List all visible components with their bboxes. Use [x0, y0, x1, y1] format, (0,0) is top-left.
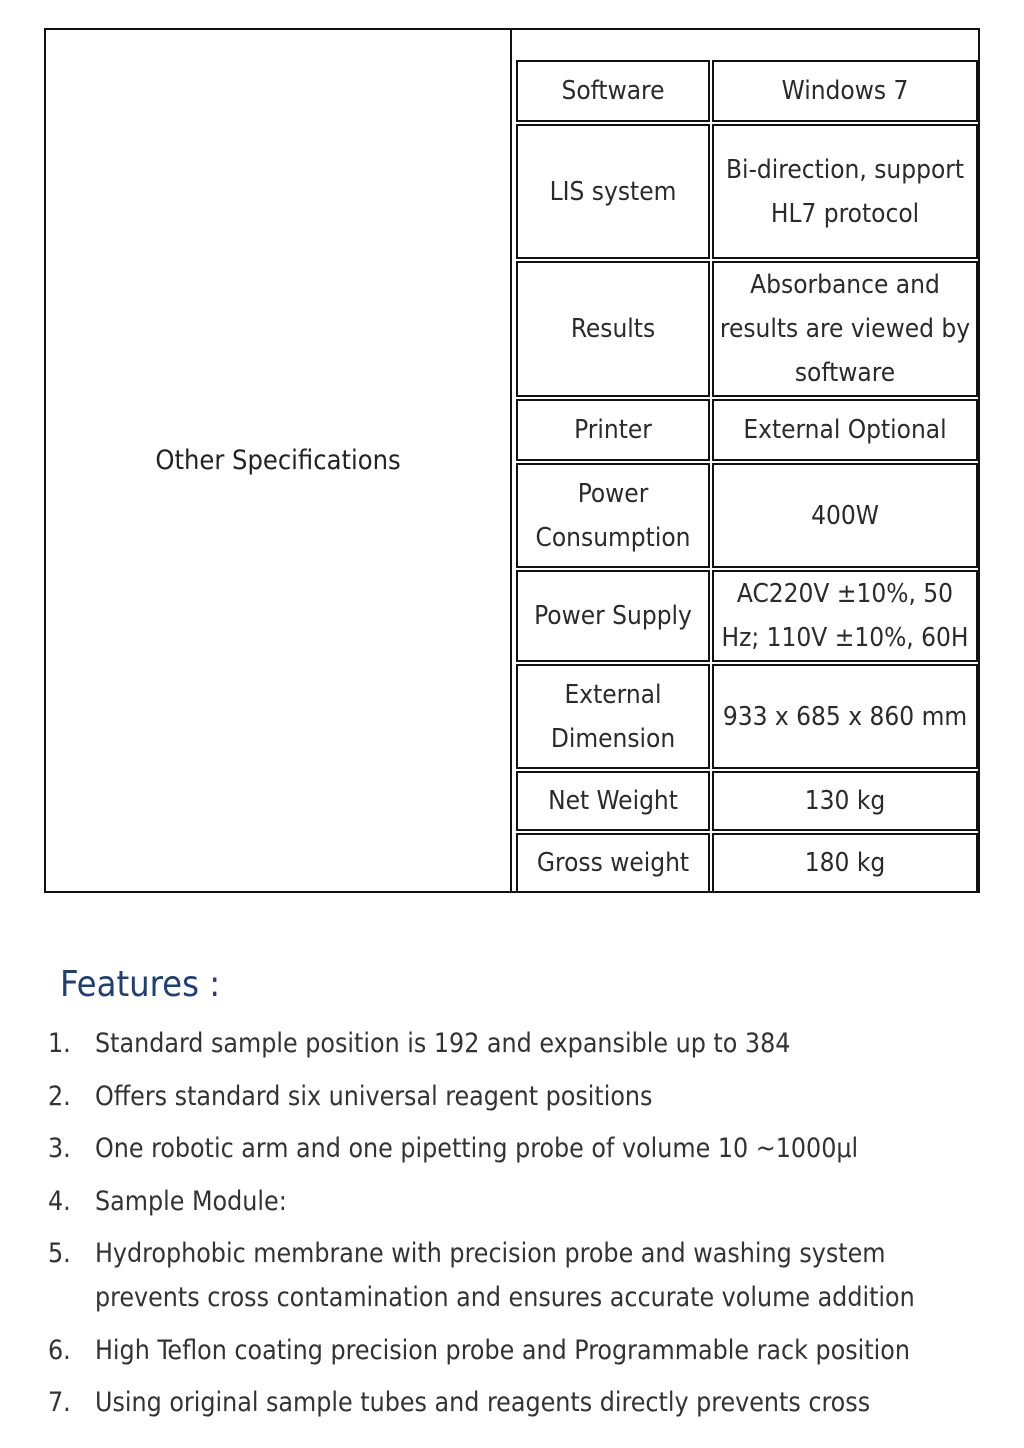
list-item [40, 1127, 970, 1171]
spec-label: External Dimension [516, 664, 710, 769]
list-item [40, 1329, 970, 1373]
list-item-number: 2. [48, 1080, 71, 1112]
list-item-text: Standard sample position is 192 and expansible up to 384 [95, 1028, 791, 1059]
spec-value: 933 x 685 x 860 mm [712, 664, 978, 769]
list-item [40, 1075, 970, 1119]
spec-value: 130 kg [712, 771, 978, 831]
spec-row [516, 833, 978, 893]
list-item-text: Using original sample tubes and reagents directly prevents cross [95, 1387, 871, 1418]
spec-value: 180 kg [712, 833, 978, 893]
features-list [40, 1022, 970, 1434]
group-label-cell [46, 30, 512, 891]
spec-row [516, 463, 978, 568]
spec-value: Windows 7 [712, 60, 978, 122]
spec-label: Net Weight [516, 771, 710, 831]
spec-row [516, 399, 978, 461]
spec-table-frame [44, 28, 980, 893]
list-item [40, 1022, 970, 1066]
features-heading: Features : [60, 964, 221, 1005]
list-item [40, 1232, 970, 1320]
spec-value: AC220V ±10%, 50 Hz; 110V ±10%, 60H [712, 570, 978, 662]
list-item-number: 6. [48, 1334, 71, 1366]
spec-subtable [514, 58, 980, 895]
spec-label: Power Consumption [516, 463, 710, 568]
list-item [40, 1381, 970, 1425]
list-item-text: High Teflon coating precision probe and Programmable rack position [95, 1334, 910, 1366]
spec-value: External Optional [712, 399, 978, 461]
spec-label: Gross weight [516, 833, 710, 893]
list-item-number: 3. [48, 1133, 71, 1164]
list-item-text: One robotic arm and one pipetting probe of volume 10 ~1000µl [95, 1133, 859, 1164]
spec-label: Results [516, 261, 710, 397]
spec-label: Power Supply [516, 570, 710, 662]
spec-value: Absorbance and results are viewed by software [712, 261, 978, 397]
spec-row [516, 771, 978, 831]
spec-row [516, 570, 978, 662]
spec-label: LIS system [516, 124, 710, 259]
list-item-number: 7. [48, 1387, 71, 1418]
spec-row [516, 261, 978, 397]
list-item [40, 1180, 970, 1224]
spec-value: Bi-direction, support HL7 protocol [712, 124, 978, 259]
list-item-number: 1. [48, 1028, 71, 1059]
spec-value: 400W [712, 463, 978, 568]
spec-label: Printer [516, 399, 710, 461]
spec-row [516, 664, 978, 769]
list-item-text: Offers standard six universal reagent positions [95, 1080, 653, 1112]
spec-row [516, 124, 978, 259]
list-item-number: 5. [48, 1238, 71, 1269]
spec-row [516, 60, 978, 122]
list-item-text: Sample Module: [95, 1185, 287, 1217]
list-item-number: 4. [48, 1185, 71, 1217]
spec-label: Software [516, 60, 710, 122]
list-item-text: Hydrophobic membrane with precision probe and washing system prevents cross contamination and ensures accurate volume addition [95, 1238, 915, 1313]
group-label: Other Specifications [155, 445, 401, 476]
spec-subtable-cell [512, 30, 978, 891]
